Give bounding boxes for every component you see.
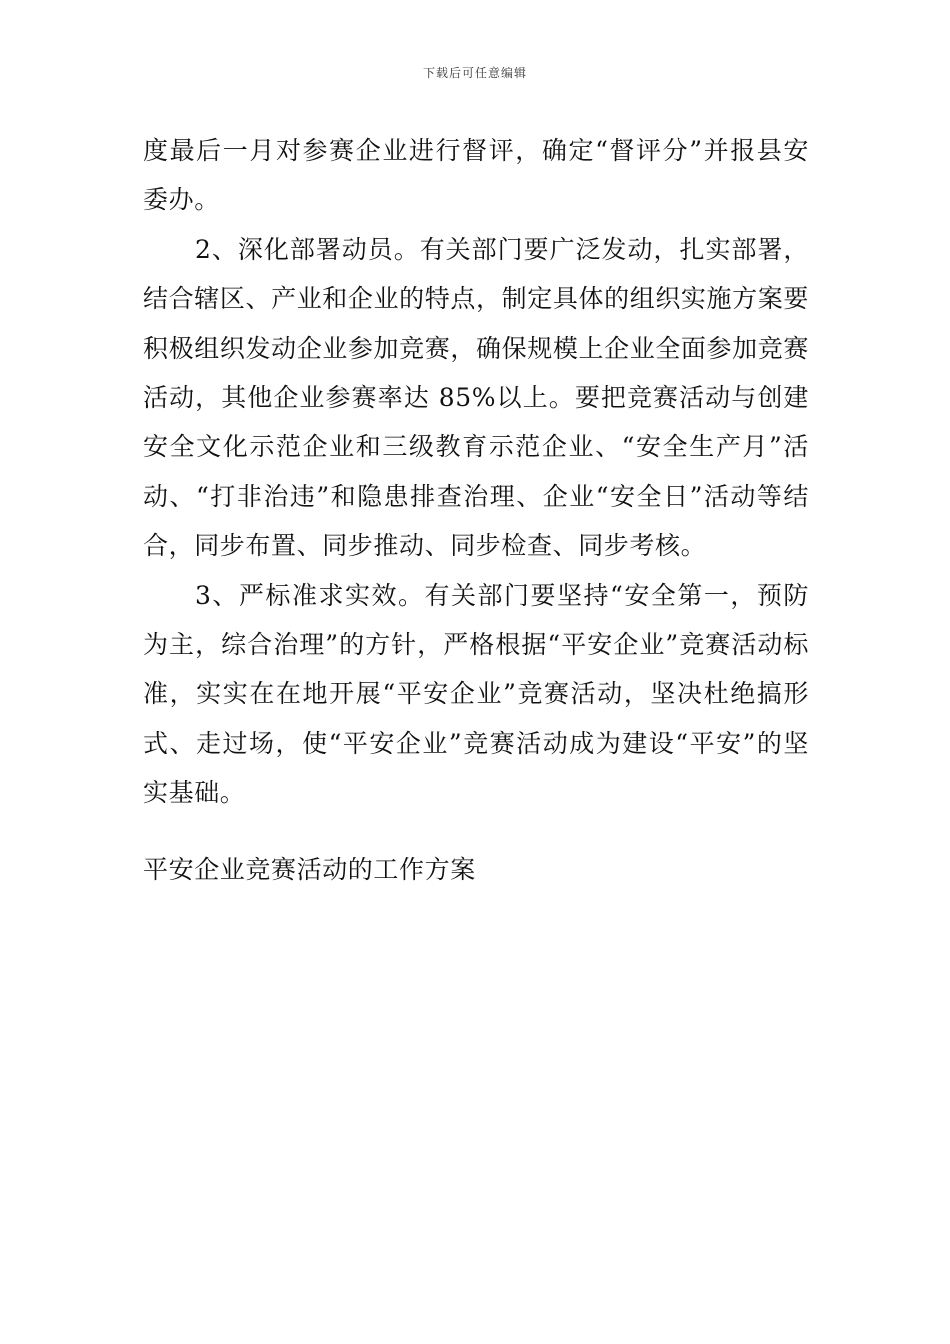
paragraph-continuation: 度最后一月对参赛企业进行督评，确定“督评分”并报县安委办。	[143, 136, 809, 215]
body-text	[143, 126, 809, 818]
closing-title: 平安企业竞赛活动的工作方案	[143, 855, 476, 884]
paragraph-deploy-mobilize: 2、深化部署动员。有关部门要广泛发动，扎实部署，结合辖区、产业和企业的特点，制定具体的组织实施方案要积极组织发动企业参加竞赛，确保规模上企业全面参加竞赛活动，其他企业参赛率达 85%以上。要把竞赛活动与创建安全文化示范企业和三级教育示范企业、“安全生产月”活动、“打非治违”和隐患排查治理、企业“安全日”活动等结合，同步布置、同步推动、同步检查、同步考核。	[143, 234, 809, 561]
header-note: 下载后可任意编辑	[422, 66, 527, 80]
paragraph-strict-standards: 3、严标准求实效。有关部门要坚持“安全第一，预防为主，综合治理”的方针，严格根据“平安企业”竞赛活动标准，实实在在地开展“平安企业”竞赛活动，坚决杜绝搞形式、走过场，使“平安企业”竞赛活动成为建设“平安”的坚实基础。	[143, 580, 809, 808]
